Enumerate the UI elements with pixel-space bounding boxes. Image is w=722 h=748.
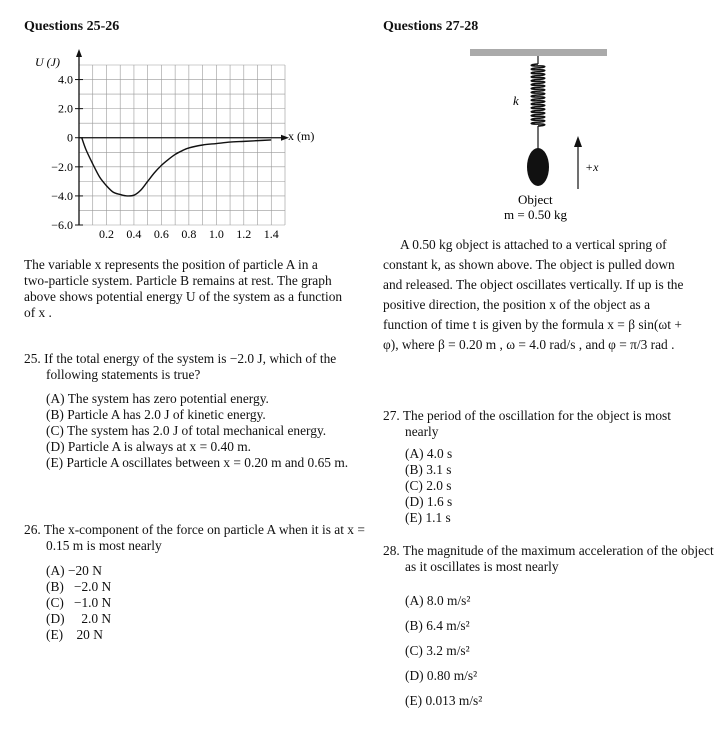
q25-option-e[interactable]: (E) Particle A oscillates between x = 0.20 m and 0.65 m. <box>46 455 349 470</box>
questions-27-28-header: Questions 27-28 <box>383 19 479 34</box>
question-25-options <box>46 391 349 471</box>
q25-option-c[interactable]: (C) The system has 2.0 J of total mechanical energy. <box>46 423 327 438</box>
y-tick-label: 2.0 <box>58 101 73 116</box>
spring-constant-label: k <box>513 93 519 108</box>
y-axis-arrow-icon <box>76 49 82 57</box>
y-tick-label: −2.0 <box>51 159 73 174</box>
q27-option-b[interactable]: (B) 3.1 s <box>405 462 452 477</box>
q25-option-a[interactable]: (A) The system has zero potential energy. <box>46 391 269 406</box>
spring-coil <box>531 64 545 126</box>
y-axis-label: U (J) <box>35 55 60 69</box>
q28-option-b[interactable]: (B) 6.4 m/s² <box>405 618 470 633</box>
q27-option-a[interactable]: (A) 4.0 s <box>405 446 453 461</box>
q28-option-a[interactable]: (A) 8.0 m/s² <box>405 593 471 608</box>
x-tick-label: 0.2 <box>98 227 114 241</box>
up-arrow-icon <box>574 136 582 147</box>
potential-energy-graph <box>20 45 340 245</box>
object-mass <box>527 148 549 186</box>
x-tick-label: 1.2 <box>236 227 252 241</box>
q26-option-e[interactable]: (E) 20 N <box>46 627 103 642</box>
x-tick-label: 0.8 <box>181 227 197 241</box>
q27-option-c[interactable]: (C) 2.0 s <box>405 478 452 493</box>
question-26-stem: 26. The x-component of the force on particle A when it is at x = 0.15 m is most nearly <box>24 522 365 553</box>
question-28-stem: 28. The magnitude of the maximum acceleration of the object as it oscillates is most nearly <box>383 543 714 574</box>
q27-option-d[interactable]: (D) 1.6 s <box>405 494 453 509</box>
q28-option-c[interactable]: (C) 3.2 m/s² <box>405 643 470 658</box>
questions-25-26-header: Questions 25-26 <box>24 19 120 34</box>
spring-description: A 0.50 kg object is attached to a vertical spring of constant k, as shown above. The object is pulled down and released. The object oscillates vertically. If up is the positive direction, the position x of the object as a function of time t is given by the formula x = β sin(ωt + φ), where β = 0.20 m , ω = 4.0 rad/s , and φ = π/3 rad . <box>383 237 684 352</box>
x-tick-label: 1.4 <box>263 227 279 241</box>
q25-option-d[interactable]: (D) Particle A is always at x = 0.40 m. <box>46 439 252 454</box>
x-tick-label: 1.0 <box>208 227 224 241</box>
question-25-stem: 25. If the total energy of the system is −2.0 J, which of the following statements is true? <box>24 351 337 382</box>
particle-description: The variable x represents the position of particle A in a two-particle system. Particle B remains at rest. The graph above shows potential energy U of the system as a function of x . <box>24 257 343 320</box>
y-tick-label: −6.0 <box>51 218 73 232</box>
x-axis-label: x (m) <box>288 129 315 143</box>
axis-direction-label: +x <box>585 160 599 174</box>
question-27-stem: 27. The period of the oscillation for the object is most nearly <box>383 408 671 439</box>
y-tick-labels <box>51 73 73 232</box>
y-tick-label: −4.0 <box>51 188 73 203</box>
q25-option-b[interactable]: (B) Particle A has 2.0 J of kinetic energy. <box>46 407 266 422</box>
mass-label: m = 0.50 kg <box>504 207 567 222</box>
q26-option-a[interactable]: (A) −20 N <box>46 563 102 578</box>
q28-option-e[interactable]: (E) 0.013 m/s² <box>405 693 483 708</box>
object-label: Object <box>518 192 553 207</box>
q27-option-e[interactable]: (E) 1.1 s <box>405 510 451 525</box>
spring-mass-figure <box>460 44 640 224</box>
graph-axes <box>75 49 289 225</box>
x-tick-label: 0.4 <box>126 227 142 241</box>
q26-option-c[interactable]: (C) −1.0 N <box>46 595 112 610</box>
q26-option-b[interactable]: (B) −2.0 N <box>46 579 112 594</box>
q28-option-d[interactable]: (D) 0.80 m/s² <box>405 668 478 683</box>
question-27-options <box>405 446 555 526</box>
x-tick-label: 0.6 <box>153 227 169 241</box>
y-tick-label: 4.0 <box>58 72 73 87</box>
x-tick-labels <box>99 227 279 241</box>
question-26-options <box>46 563 246 643</box>
ceiling-support <box>470 49 607 56</box>
question-28-options <box>405 588 605 713</box>
q26-option-d[interactable]: (D) 2.0 N <box>46 611 112 626</box>
graph-grid <box>79 65 285 225</box>
y-tick-label: 0 <box>67 130 73 145</box>
